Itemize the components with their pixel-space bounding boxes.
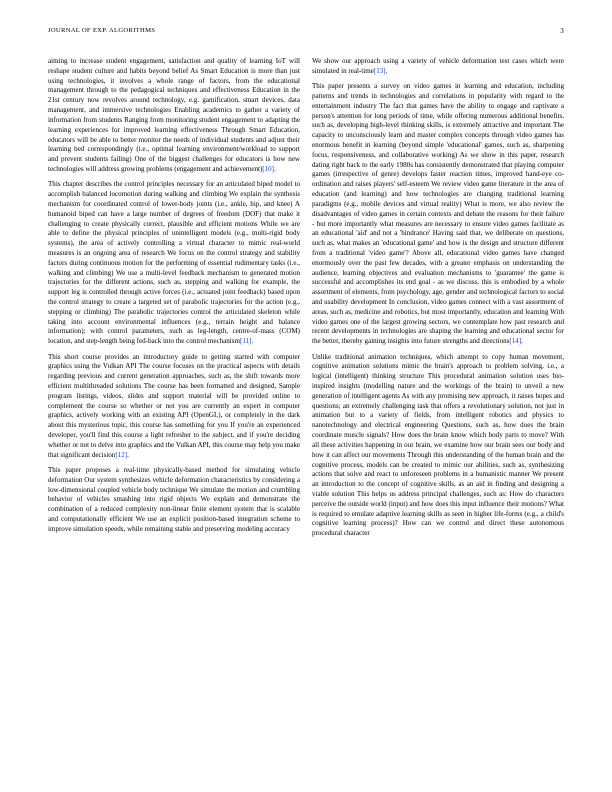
paragraph-end: .: [521, 337, 523, 346]
paragraph-end: .: [251, 337, 254, 346]
paragraph-text: We show our approach using a variety of vehicle deformation test cases which were simulated in real-time: [312, 57, 564, 75]
paragraph-end: .: [127, 450, 129, 459]
paragraph: [312, 57, 564, 77]
right-column: [312, 57, 564, 545]
citation-link[interactable]: [12]: [115, 450, 128, 459]
citation-link[interactable]: [11]: [239, 337, 252, 346]
page-number: 3: [560, 27, 564, 35]
running-head: [48, 27, 564, 39]
paragraph: [312, 82, 564, 347]
paragraph-end: .: [385, 66, 388, 75]
paragraph: [48, 353, 300, 461]
journal-title: JOURNAL OF EXP. ALGORITHMS: [48, 27, 156, 34]
paragraph-text: This paper presents a survey on video games in learning and education, including patterns and trends in technologies and correlations in popularity with regard to the entertainment industry The fact that games have the ability to engage and captivate a person's attention for long periods of time, while offering numerous additional benefits, such as, developing high-level thinking skills, is extremely attractive and important The capacity to unconsciously learn and master complex concepts through video games has enormous benefit in learning (beyond simple 'educational' games, such as, sharpening focus, responsiveness, and collaborative working) As we show in this paper, research dating right back to the early 1980s has consistently demonstrated that playing computer games (irrespective of genre) develops faster reaction times, improved hand-eye co-ordination and raises players' self-esteem We review video game literature in the area of education (and learning) and how technologies are changing traditional learning paradigms (e.g., mobile devices and virtual reality) What is more, we also review the disadvantages of video games in certain contexts and debate the reasons for their failure - but more importantly what measures are necessary to ensure video games facilitate as an educational 'aid' and not a 'hindrance' Having said that, we deliberate on questions, such as, what makes an 'educational game' and how is the design and structure different from a traditional 'video game'? Above all, educational video games have changed enormously over the past few decades, with a greater emphasis on understanding the audience, learning objectives and evaluation mechanisms to 'guarantee' the game is successful and accomplishes its end goal - as we discuss, this is embodied by a whole assortment of elements, from psychology, age, gender and technological factors to social and usability development In conclusion, video games connect with a vast assortment of areas, such as, medicine and robotics, but most importantly, education and learning With video games one of the largest growing sectors, we contemplate how past research and recent developments in technologies are shaping the learning and educational sector for the better, thereby gaining insights into future strengths and directions: [312, 82, 564, 346]
paragraph-text: Unlike traditional animation techniques, which attempt to copy human movement, cognitive animation solutions mimic the brain's approach to problem solving, i.e., a logical (intelligent) thinking structure This procedural animation solution uses bio-inspired insights (modelling nature and the workings of the brain) to unveil a new generation of intelligent agents As with any promising new approach, it raises hopes and questions; an extremely challenging task that offers a revolutionary solution, not just in animation but to a variety of fields, from intelligent robotics and physics to nanotechnology and electrical engineering Questions, such as, how does the brain coordinate muscle signals? How does the brain know which body parts to move? With all these activities happening in our brain, we examine how our brain sees our body and how it can affect our movements Through this understanding of the human brain and the cognitive process, models can be created to mimic our abilities, such as, synthesizing actions that solve and react to unforeseen problems in a humanistic manner We present an introduction to the concept of cognitive skills, as an aid in finding and designing a viable solution This helps us address principal challenges, such as: How do characters perceive the outside world (input) and how does this input influence their motions? What is required to emulate adaptive learning skills as seen in higher life-forms (e.g., a child's cognitive learning process)? How can we control and direct these autonomous procedural character: [312, 352, 564, 538]
paragraph: [48, 180, 300, 347]
citation-link[interactable]: [13]: [373, 66, 386, 75]
paragraph: [312, 353, 564, 539]
paragraph: [48, 57, 300, 175]
paragraph-text: aiming to increase student engagement, satisfaction and quality of learning IoT will reshape student culture and habits beyond belief As Smart Education is more than just using technologies, it involves a whole range of factors, from the educational management through to the pedagogical techniques and effectiveness Education in the 21st century now revolves around technology, e.g. gamification, smart devices, data management, and immersive technologies Enabling academics to gather a variety of information from students Ranging from monitoring student engagement to adapting the learning experiences for improved learning effectiveness Through Smart Education, educators will be able to better monitor the needs of individual students and adjust their learning bed correspondingly (i.e., optimal learning environment/workload to support and prevent students failing) One of the biggest challenges for educators is how new technologies will address growing problems (engagement and achievement): [48, 57, 300, 173]
paragraph-text: This short course provides an introductory guide to getting started with computer graphics using the Vulkan API The course focuses on the practical aspects with details regarding previous and current generation approaches, such as, the shift towards more efficient multithreaded solutions The course has been formatted and designed, Sample program listings, videos, slides and support material will be provided online to complement the course so whether or not you are currently an expert in computer graphics, actively working with an existing API (OpenGL), or completely in the dark about this mysterious topic, this course has something for you If you're an experienced developer, you'll find this course a light refresher to the subject, and if you're deciding whether or not to delve into graphics and the Vulkan API, this course may help you make that significant decision: [48, 352, 300, 459]
citation-link[interactable]: [14]: [509, 337, 522, 346]
left-column: [48, 57, 300, 540]
paragraph-end: .: [274, 164, 276, 173]
paragraph-text: This paper proposes a real-time physically-based method for simulating vehicle deformation Our system synthesizes vehicle deformation characteristics by considering a low-dimensional coupled vehicle body technique We simulate the motion and crumbling behavior of vehicles smashing into rigid objects We explain and demonstrate the combination of a reduced complexity non-linear finite element system that is scalable and computationally efficient We use an explicit position-based integration scheme to improve simulation speeds, while remaining stable and preserving modeling accuracy: [48, 466, 300, 533]
paragraph: [48, 466, 300, 535]
paragraph-text: This chapter describes the control principles necessary for an articulated biped model to accomplish balanced locomotion during walking and climbing We explain the synthesis mechanism for coordinated control of lower-body joints (i.e., ankle, hip, and knee) A humanoid biped can have a large number of degrees of freedom (DOF) that make it challenging to create physically correct, plausible and efficient motions While we are able to define the physical principles of unintelligent models (e.g., multi-rigid body systems), the area of actively controlling a virtual character to mimic real-world measures is an ongoing area of research We focus on the control strategy and stability factors during continuous motion for the performing of essential rudimentary tasks (i.e., walking and climbing) We use a multi-level feedback mechanism to generated motion trajectories for the different actions, such as, stepping and walking for example, the support leg is controlled through active forces (i.e., actuated joint feedback) based upon the control strategy to create a targeted set of parabolic trajectories for the action (e.g., stepping or climbing) The parabolic trajectories control the articulated skeleton while taking into account environmental influences (e.g., terrain height and balance information); with control parameters, such as leg-length, centre-of-mass (COM) location, and step-length being fed-back into the control mechanism: [48, 180, 300, 346]
citation-link[interactable]: [10]: [262, 164, 275, 173]
